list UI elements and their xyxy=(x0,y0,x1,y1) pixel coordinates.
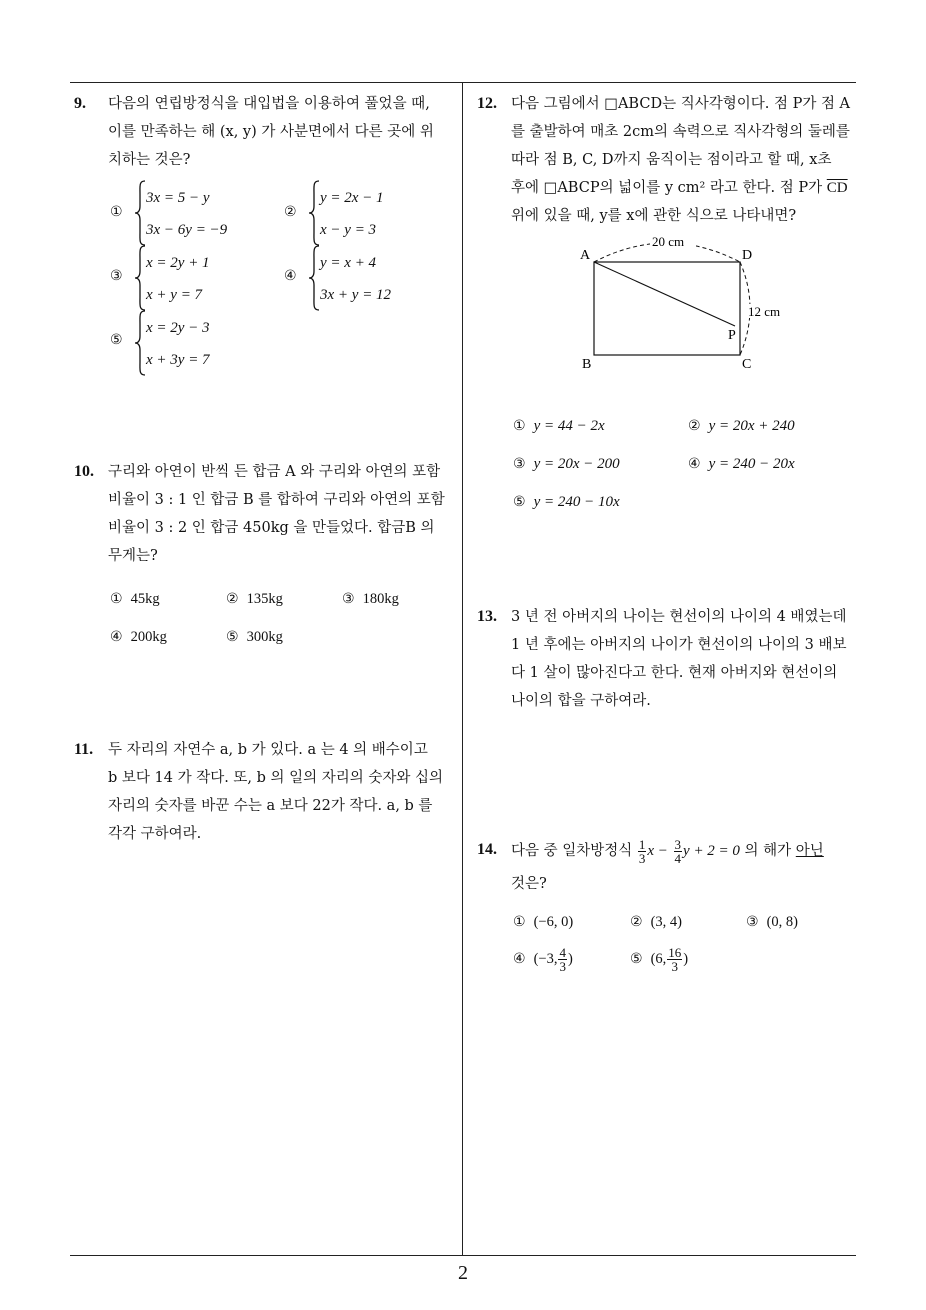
vertex-a: A xyxy=(580,248,591,263)
brace-icon xyxy=(308,245,320,311)
fraction: $\frac{16}{3}$ xyxy=(668,945,682,974)
segment-cd: $\overline{CD}$ xyxy=(826,180,848,196)
equation-system xyxy=(134,245,264,311)
answer-option[interactable]: ⑤ 300kg xyxy=(226,629,283,645)
question-stem xyxy=(511,603,846,715)
vertex-c: C xyxy=(742,357,752,372)
answer-option[interactable]: ② (3, 4) xyxy=(630,914,682,930)
label-side-length: 12 cm xyxy=(748,304,781,319)
stem-line: 다 1 살이 많아진다고 한다. 현재 아버지와 현선이의 xyxy=(511,665,838,681)
answer-option[interactable]: ④ 200kg xyxy=(110,629,167,645)
stem-line: 비율이 3 : 2 인 합금 450kg 을 만들었다. 합금B 의 xyxy=(108,520,435,536)
stem-line: 자리의 숫자를 바꾼 수는 a 보다 22가 작다. a, b 를 xyxy=(108,798,433,814)
equation: y = 2x − 1 xyxy=(320,190,384,206)
stem-line: 3 년 전 아버지의 나이는 현선이의 나이의 4 배였는데 xyxy=(511,609,847,625)
option-marker: ④ xyxy=(284,268,297,284)
page-number: 2 xyxy=(458,1262,468,1284)
question-number: 13. xyxy=(477,608,497,625)
question-stem xyxy=(108,736,443,848)
fraction: $\frac{3}{4}$ xyxy=(674,836,682,866)
bottom-rule xyxy=(70,1255,856,1256)
question-number: 14. xyxy=(477,841,497,858)
stem-line: 나이의 합을 구하여라. xyxy=(511,693,651,709)
equation: x + y = 7 xyxy=(146,287,203,303)
stem-line: b 보다 14 가 작다. 또, b 의 일의 자리의 숫자와 십의 xyxy=(108,770,444,786)
answer-option[interactable]: ③ 180kg xyxy=(342,591,399,607)
answer-option[interactable]: ① 45kg xyxy=(110,591,160,607)
answer-option[interactable]: ① (−6, 0) xyxy=(513,914,574,930)
question-stem xyxy=(108,90,434,174)
top-rule xyxy=(70,82,856,83)
equation: y = x + 4 xyxy=(320,255,377,271)
equation: 3x − 6y = −9 xyxy=(146,222,228,238)
stem-line: 비율이 3 : 1 인 합금 B 를 합하여 구리와 아연의 포함 xyxy=(108,492,445,508)
brace-icon xyxy=(134,310,146,376)
brace-icon xyxy=(134,180,146,246)
question-stem xyxy=(511,90,850,230)
question-stem xyxy=(511,836,824,898)
option-marker: ③ xyxy=(110,268,123,284)
question-number: 10. xyxy=(74,463,94,480)
answer-option[interactable]: ④ (−3, $\frac{4}{3}$ ) xyxy=(513,945,573,974)
equation-system xyxy=(134,180,264,246)
option-marker: ① xyxy=(110,204,123,220)
answer-option[interactable]: ⑤ y = 240 − 10x xyxy=(513,494,620,510)
equation: 3x = 5 − y xyxy=(146,190,210,206)
question-number: 9. xyxy=(74,95,86,112)
rectangle-figure xyxy=(570,228,800,378)
answer-option[interactable]: ⑤ (6, $\frac{16}{3}$ ) xyxy=(630,945,689,974)
emphasis-not: 아닌 xyxy=(795,843,824,859)
stem-line: 다음 중 일차방정식 $\frac{1}{3}$ x − $\frac{3}{4}$ y + 2 = 0 의 해가 아닌 xyxy=(511,836,824,866)
option-marker: ② xyxy=(284,204,297,220)
equation: x + 3y = 7 xyxy=(146,352,210,368)
stem-line: 따라 점 B, C, D까지 움직이는 점이라고 할 때, x초 xyxy=(511,152,832,168)
answer-option[interactable]: ① y = 44 − 2x xyxy=(513,418,605,434)
answer-option[interactable]: ④ y = 240 − 20x xyxy=(688,456,795,472)
brace-icon xyxy=(134,245,146,311)
stem-line: 다음의 연립방정식을 대입법을 이용하여 풀었을 때, xyxy=(108,96,430,112)
point-p: P xyxy=(728,328,736,343)
stem-line: 1 년 후에는 아버지의 나이가 현선이의 나이의 3 배보 xyxy=(511,637,847,653)
option-marker: ⑤ xyxy=(110,332,123,348)
label-top-length: 20 cm xyxy=(652,234,685,249)
stem-line: 치하는 것은? xyxy=(108,152,191,168)
stem-line: 이를 만족하는 해 (x, y) 가 사분면에서 다른 곳에 위 xyxy=(108,124,434,140)
stem-line: 다음 그림에서 □ABCD는 직사각형이다. 점 P가 점 A xyxy=(511,96,851,112)
question-number: 12. xyxy=(477,95,497,112)
fraction: $\frac{4}{3}$ xyxy=(559,945,566,974)
stem-line: 후에 □ABCP의 넓이를 y cm² 라고 한다. 점 P가 $\overline{CD}$ xyxy=(511,180,848,196)
column-divider xyxy=(462,82,463,1255)
equation: 3x + y = 12 xyxy=(320,287,392,303)
stem-line: 위에 있을 때, y를 x에 관한 식으로 나타내면? xyxy=(511,208,797,224)
brace-icon xyxy=(308,180,320,246)
answer-option[interactable]: ② 135kg xyxy=(226,591,283,607)
stem-line: 두 자리의 자연수 a, b 가 있다. a 는 4 의 배수이고 xyxy=(108,742,428,758)
answer-option[interactable]: ② y = 20x + 240 xyxy=(688,418,795,434)
stem-line: 구리와 아연이 반씩 든 합금 A 와 구리와 아연의 포함 xyxy=(108,464,441,480)
stem-line: 것은? xyxy=(511,876,547,892)
equation: x = 2y − 3 xyxy=(146,320,210,336)
equation-system xyxy=(134,310,264,376)
equation: x = 2y + 1 xyxy=(146,255,210,271)
question-number: 11. xyxy=(74,741,94,758)
vertex-b: B xyxy=(582,357,592,372)
fraction: $\frac{1}{3}$ xyxy=(638,836,646,866)
equation-system xyxy=(308,180,438,246)
answer-option[interactable]: ③ (0, 8) xyxy=(746,914,798,930)
question-stem xyxy=(108,458,445,570)
stem-line: 각각 구하여라. xyxy=(108,826,202,842)
stem-line: 를 출발하여 매초 2cm의 속력으로 직사각형의 둘레를 xyxy=(511,124,850,140)
vertex-d: D xyxy=(742,248,753,263)
equation: x − y = 3 xyxy=(320,222,377,238)
equation-system xyxy=(308,245,438,311)
stem-line: 무게는? xyxy=(108,548,158,564)
answer-option[interactable]: ③ y = 20x − 200 xyxy=(513,456,620,472)
